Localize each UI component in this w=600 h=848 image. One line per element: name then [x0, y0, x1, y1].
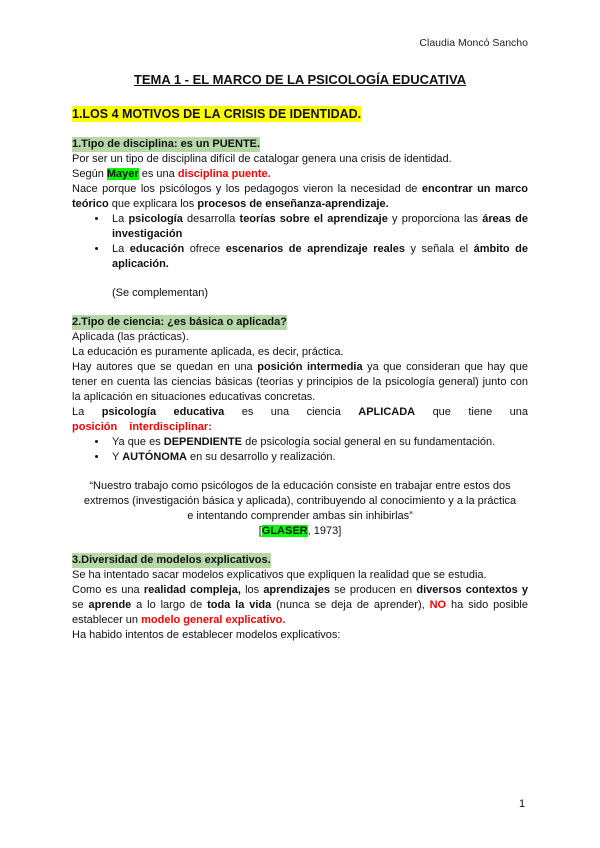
paragraph	[72, 568, 528, 583]
text-run: es una ciencia	[224, 406, 359, 418]
bold-text: áreas de investigación	[112, 213, 529, 240]
bold-text: aprende	[88, 599, 132, 611]
bold-text: ámbito de aplicación.	[112, 243, 529, 270]
paragraph	[72, 182, 528, 212]
document-body	[72, 72, 528, 643]
text-run: es una	[138, 168, 178, 180]
text-run: Ya que es	[112, 436, 164, 448]
bold-text: posición intermedia	[257, 361, 363, 373]
text-run: de psicología social general en su fundamentación.	[242, 436, 496, 448]
list-item	[108, 212, 528, 242]
text-run: y señala el	[405, 243, 474, 255]
text-run: en su desarrollo y realización.	[186, 451, 336, 463]
highlighted-text: GLASER	[261, 525, 308, 537]
subsection-heading: 3.Diversidad de modelos explicativos.	[72, 554, 271, 566]
bullet-list	[72, 212, 528, 272]
bold-text: aprendizajes	[263, 584, 330, 596]
bold-text: educación	[129, 243, 185, 255]
bold-text: DEPENDIENTE	[163, 436, 243, 448]
paragraph	[72, 330, 528, 345]
list-item	[108, 242, 528, 272]
text-run: (nunca se deja de aprender),	[271, 599, 430, 611]
emphasis-text: disciplina puente.	[177, 168, 271, 180]
text-run: , 1973]	[307, 525, 342, 537]
text-run: que tiene una	[415, 406, 529, 418]
section-heading: 1.LOS 4 MOTIVOS DE LA CRISIS DE IDENTIDAD.	[72, 107, 362, 121]
text-run: Aplicada (las prácticas).	[72, 331, 189, 343]
bold-text: psicología educativa	[101, 406, 225, 418]
paragraph	[72, 360, 528, 405]
bold-text: AUTÓNOMA	[122, 451, 187, 463]
citation	[72, 524, 528, 539]
text-run: se	[72, 599, 89, 611]
paragraph	[72, 167, 528, 182]
text-run: Ha habido intentos de establecer modelos explicativos:	[72, 629, 341, 641]
text-run: Según	[72, 168, 107, 180]
subsection-2	[72, 315, 528, 539]
subsection-1	[72, 137, 528, 301]
bold-text: APLICADA	[358, 406, 416, 418]
document-author: Claudia Moncó Sancho	[419, 37, 528, 49]
text-run: La	[72, 406, 102, 418]
text-run: ofrece	[184, 243, 226, 255]
paragraph	[72, 152, 528, 167]
emphasis-text: modelo general explicativo.	[141, 614, 286, 626]
paragraph	[72, 405, 528, 435]
text-run: los	[240, 584, 264, 596]
text-run: “Nuestro trabajo como psicólogos de la educación consiste en trabajar entre estos dos extremos (investigación básica y aplicada), contribuyendo al conocimiento y a la práctica e intentando comprender ambas sin inhibirlas”	[83, 480, 517, 522]
text-run: La educación es puramente aplicada, es decir, práctica.	[72, 346, 344, 358]
text-run: Hay autores que se quedan en una	[72, 361, 258, 373]
page-number: 1	[519, 798, 526, 810]
text-run: a lo largo de	[131, 599, 208, 611]
text-run: Nace porque los psicólogos y los pedagogos vieron la necesidad de	[72, 183, 422, 195]
bold-text: encontrar un marco teórico	[72, 183, 528, 210]
text-run: La	[112, 243, 130, 255]
subsection-heading: 2.Tipo de ciencia: ¿es básica o aplicada?	[72, 316, 287, 328]
subsection-heading: 1.Tipo de disciplina: es un PUENTE.	[72, 138, 261, 150]
text-run: Por ser un tipo de disciplina difícil de catalogar genera una crisis de identidad.	[72, 153, 452, 165]
text-run: (Se complementan)	[112, 287, 208, 299]
emphasis-text: posición interdisciplinar:	[72, 421, 212, 433]
text-run: ha sido posible establecer un	[72, 599, 528, 626]
note	[72, 286, 528, 301]
paragraph	[72, 345, 528, 360]
bold-text: psicología	[128, 213, 183, 225]
text-run: ya que consideran que hay que tener en cuenta las ciencias básicas (teorías y principios de la psicología general) junto con la aplicación en situaciones educativas concretas.	[72, 361, 528, 403]
document-title: TEMA 1 - EL MARCO DE LA PSICOLOGÍA EDUCATIVA	[133, 72, 467, 87]
text-run: Se ha intentado sacar modelos explicativos que expliquen la realidad que se estudia.	[72, 569, 487, 581]
text-run: [	[258, 525, 262, 537]
highlighted-text: Mayer	[106, 168, 139, 180]
bold-text: procesos de enseñanza-aprendizaje.	[197, 198, 389, 210]
bold-text: diversos contextos y	[416, 584, 528, 596]
bold-text: teorías sobre el aprendizaje	[239, 213, 388, 225]
bold-text: toda la vida	[207, 599, 272, 611]
list-item	[108, 450, 528, 465]
list-item	[108, 435, 528, 450]
bold-text: escenarios de aprendizaje reales	[225, 243, 406, 255]
text-run: desarrolla	[182, 213, 240, 225]
text-run: y proporciona las	[387, 213, 483, 225]
paragraph	[72, 583, 528, 628]
text-run: Y	[112, 451, 123, 463]
bold-text: realidad compleja,	[143, 584, 241, 596]
text-run: Como es una	[72, 584, 144, 596]
quote	[72, 479, 528, 524]
section-1	[72, 106, 528, 643]
text-run: se producen en	[329, 584, 417, 596]
subsection-3	[72, 553, 528, 643]
emphasis-text: NO	[429, 599, 447, 611]
paragraph	[72, 628, 528, 643]
bullet-list	[72, 435, 528, 465]
text-run: que explicara los	[108, 198, 198, 210]
text-run: La	[112, 213, 129, 225]
